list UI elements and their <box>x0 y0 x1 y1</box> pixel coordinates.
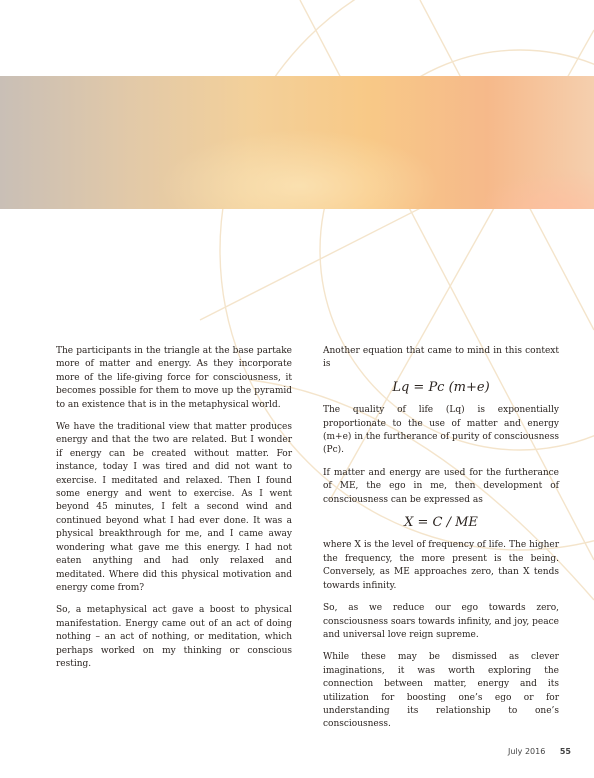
equation-quality-of-life: Lq = Pc (m+e) <box>392 379 490 395</box>
left-column <box>56 345 292 680</box>
paragraph: So, a metaphysical act gave a boost to physical manifestation. Energy came out of an act of doing nothing – an act of nothing, or meditation, which perhaps worked on my thinking or conscious resting. <box>56 605 292 669</box>
paragraph: The quality of life (Lq) is exponentially proportionate to the use of matter and energy (m+e) in the furtherance of purity of consciousness (Pc). <box>323 405 559 456</box>
paragraph: The participants in the triangle at the base partake more of matter and energy. As they incorporate more of the life-giving force for consciousness, it becomes possible for them to move up the pyramid to an existence that is in the metaphysical world. <box>56 346 292 410</box>
paragraph: We have the traditional view that matter produces energy and that the two are related. But I wonder if energy can be created without matter. For instance, today I was tired and did not want to exercise. I meditated and relaxed. Then I found some energy and went to exercise. As I went beyond 45 minutes, I felt a second wind and continued beyond what I had ever done. It was a physical breakthrough for me, and I came away wondering what gave me this energy. I had not eaten anything and had only relaxed and meditated. Where did this physical motivation and energy come from? <box>56 422 292 593</box>
paragraph: If matter and energy are used for the furtherance of ME, the ego in me, then development of consciousness can be expressed as <box>323 467 559 505</box>
paragraph: So, as we reduce our ego towards zero, consciousness soars towards infinity, and joy, peace and universal love reign supreme. <box>323 603 559 640</box>
right-column <box>323 345 559 741</box>
paragraph-intro: Another equation that came to mind in this context is <box>323 346 559 370</box>
page-number: 55 <box>559 747 571 756</box>
equation-consciousness: X = C / ME <box>404 515 478 531</box>
paragraph: While these may be dismissed as clever imaginations, it was worth exploring the connection between matter, energy and its utilization for boosting one’s ego or for understanding its relationship to one’s consciousness. <box>323 652 559 730</box>
paragraph: where X is the level of frequency of life. The higher the frequency, the more present is the being. Conversely, as ME approaches zero, than X tends towards infinity. <box>323 540 559 591</box>
header-banner-glow <box>0 76 594 209</box>
page-footer <box>508 747 571 756</box>
issue-date: July 2016 <box>508 747 546 756</box>
